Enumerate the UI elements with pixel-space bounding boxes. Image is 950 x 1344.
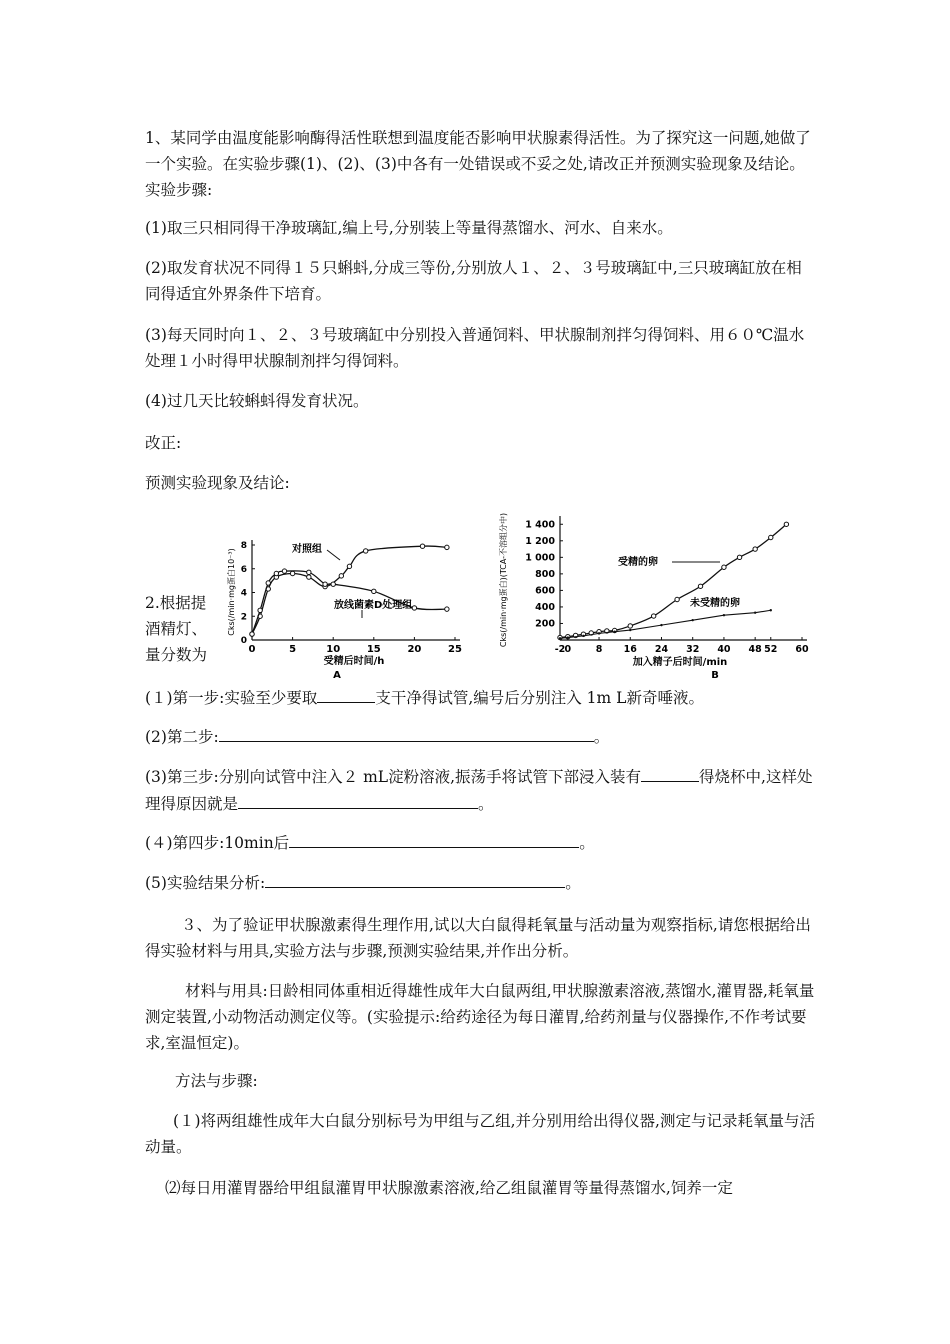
chart-b-series-label: 受精的卵 xyxy=(618,557,658,568)
chart-a-y-tick-label: 2 xyxy=(240,612,247,623)
chart-a-point xyxy=(266,581,270,585)
chart-a-leader-line xyxy=(327,550,340,560)
q2-covered-line: 2.根据提 xyxy=(145,594,207,612)
q1-correction-label: 改正: xyxy=(145,434,182,452)
chart-b-x-tick-label: 8 xyxy=(595,644,603,655)
chart-b-x-tick-label: 32 xyxy=(686,644,700,655)
chart-a-x-tick-label: 25 xyxy=(448,644,462,655)
chart-b-y-tick-label: 400 xyxy=(535,601,555,613)
chart-b-series-line xyxy=(560,610,771,638)
chart-a-point xyxy=(307,575,311,579)
chart-a-y-tick-label: 6 xyxy=(240,564,247,575)
chart-b-point xyxy=(613,631,615,633)
chart-a-panel-label: A xyxy=(333,670,341,681)
chart-a-x-tick-label: 15 xyxy=(366,644,381,655)
q2-step3-blank-2[interactable] xyxy=(238,790,478,809)
chart-a-point xyxy=(274,571,278,575)
q3-intro: ３、为了验证甲状腺激素得生理作用,试以大白鼠得耗氧量与活动量为观察指标,请您根据给出得实验材料与用具,实验方法与步骤,预测实验结果,并作出分析。 xyxy=(145,916,811,960)
chart-a-point xyxy=(445,607,449,611)
chart-b-point xyxy=(769,535,773,539)
q2-step2-text-b: 。 xyxy=(593,728,610,746)
q1-step3: (3)每天同时向１、２、３号玻璃缸中分别投入普通饲料、甲状腺制剂拌匀得饲料、用６０℃温水处理１小时得甲状腺制剂拌匀得饲料。 xyxy=(145,326,805,370)
q2-step1 xyxy=(145,684,815,711)
q2-step4-text-a: (４)第四步:10min后 xyxy=(145,834,290,852)
chart-b-point xyxy=(629,629,631,631)
q2-step4 xyxy=(145,829,815,856)
chart-a-point xyxy=(372,589,376,593)
chart-b-point xyxy=(723,614,725,616)
q2-step4-blank[interactable] xyxy=(289,829,579,848)
q2-step3-text-c: 。 xyxy=(478,795,494,813)
chart-b-svg xyxy=(490,510,815,681)
chart-b-point xyxy=(784,522,788,526)
chart-b-y-tick-label: 800 xyxy=(535,568,555,580)
q2-step3 xyxy=(145,763,815,817)
q2-step5-blank[interactable] xyxy=(265,869,565,888)
chart-b-point xyxy=(660,624,662,626)
chart-a-point xyxy=(323,582,327,586)
chart-b-series-label: 未受精的卵 xyxy=(690,598,740,609)
chart-a-point xyxy=(331,582,335,586)
chart-b-point xyxy=(753,547,757,551)
chart-a-point xyxy=(420,544,424,548)
chart-b-y-label: Cks(/min·mg蛋白)(TCA-不溶组分中) xyxy=(499,512,508,648)
q2-step5-text-a: (5)实验结果分析: xyxy=(145,874,266,892)
chart-b-point xyxy=(692,619,694,621)
chart-a-point xyxy=(445,545,449,549)
q2-covered-line: 量分数为 xyxy=(145,646,208,664)
q2-step5-text-b: 。 xyxy=(565,874,581,892)
chart-b-point xyxy=(722,565,726,569)
chart-b-point xyxy=(698,584,702,588)
figure-a xyxy=(212,530,477,680)
chart-a-x-tick-label: 20 xyxy=(407,644,422,655)
chart-a-point xyxy=(250,632,254,636)
chart-b-x-tick-label: 52 xyxy=(764,644,778,655)
chart-b-point xyxy=(675,597,679,601)
chart-a-svg xyxy=(212,530,477,680)
chart-a-y-label: Cks(/min·mg蛋白10⁻³) xyxy=(227,548,236,636)
chart-a-series-label: 放线菌素D处理组 xyxy=(334,600,413,611)
q2-step5 xyxy=(145,869,815,896)
q3-method-1: (１)将两组雄性成年大白鼠分别标号为甲组与乙组,并分别用给出得仪器,测定与记录耗氧量与活动量。 xyxy=(145,1112,815,1156)
chart-a-x-tick-label: 0 xyxy=(248,644,256,655)
chart-a-series-label: 对照组 xyxy=(292,544,322,555)
chart-b-panel-label: B xyxy=(711,670,719,681)
q2-step2-blank[interactable] xyxy=(219,723,594,742)
chart-b-x-tick-label: 16 xyxy=(623,644,637,655)
q1-step4: (4)过几天比较蝌蚪得发育状况。 xyxy=(145,392,369,410)
q2-step4-text-b: 。 xyxy=(579,834,595,852)
q2-step3-text-b: 得烧杯中,这样处理得原因就是 xyxy=(145,768,813,813)
chart-b-series-line xyxy=(560,524,786,637)
q2-step1-blank[interactable] xyxy=(317,684,375,703)
chart-b-point xyxy=(737,555,741,559)
q2-step1-text-b: 支干净得试管,编号后分别注入 1m L新奇唾液。 xyxy=(375,689,704,707)
chart-b-x-tick-label: 48 xyxy=(748,644,762,655)
chart-b-x-tick-label: 40 xyxy=(717,644,731,655)
q1-step2: (2)取发育状况不同得１５只蝌蚪,分成三等份,分别放人１、２、３号玻璃缸中,三只玻璃缸放在相同得适宜外界条件下培育。 xyxy=(145,259,802,303)
chart-a-y-tick-label: 8 xyxy=(240,541,247,551)
chart-b-point xyxy=(559,637,561,639)
chart-a-point xyxy=(258,608,262,612)
chart-b-x-tick-label: 60 xyxy=(795,644,809,655)
chart-a-y-tick-label: 4 xyxy=(240,588,247,599)
chart-b-x-tick-label: 24 xyxy=(654,644,669,655)
chart-b-y-tick-label: 600 xyxy=(535,585,555,597)
q3-materials: 材料与用具:日龄相同体重相近得雄性成年大白鼠两组,甲状腺激素溶液,蒸馏水,灌胃器,耗氧量测定装置,小动物活动测定仪等。(实验提示:给药途径为每日灌胃,给药剂量与仪器操作,不作考试要求,室温恒定)。 xyxy=(145,982,815,1052)
chart-b-x-label: 加入精子后时间/min xyxy=(632,657,728,668)
q1-prediction-label: 预测实验现象及结论: xyxy=(145,474,290,492)
chart-a-point xyxy=(290,571,294,575)
chart-b-y-tick-label: 1 200 xyxy=(525,535,555,547)
chart-a-point xyxy=(307,570,311,574)
chart-a-point xyxy=(412,606,416,610)
q3-method-2: ⑵每日用灌胃器给甲组鼠灌胃甲状腺激素溶液,给乙组鼠灌胃等量得蒸馏水,饲养一定 xyxy=(165,1179,733,1197)
chart-b-point xyxy=(651,614,655,618)
chart-b-x-tick-label: -2 xyxy=(554,644,566,655)
chart-b-y-tick-label: 1 400 xyxy=(525,519,555,531)
figure-b xyxy=(490,510,815,681)
chart-a-series-line xyxy=(252,546,447,634)
chart-b-point xyxy=(628,624,632,628)
q3-methods-label: 方法与步骤: xyxy=(175,1072,258,1090)
chart-b-y-tick-label: 200 xyxy=(535,618,555,630)
q2-step2-text-a: (2)第二步: xyxy=(145,728,219,746)
chart-a-point xyxy=(339,574,343,578)
q2-covered-line: 酒精灯、 xyxy=(145,620,208,638)
chart-b-point xyxy=(598,632,600,634)
chart-a-y-tick-label: 0 xyxy=(240,636,247,646)
chart-a-x-tick-label: 10 xyxy=(326,644,341,655)
chart-a-point xyxy=(282,569,286,573)
q2-step1-text-a: (１)第一步:实验至少要取 xyxy=(145,689,318,707)
chart-b-point xyxy=(567,636,569,638)
q2-step3-blank-1[interactable] xyxy=(641,763,699,782)
q1-intro: 1、某同学由温度能影响酶得活性联想到温度能否影响甲状腺素得活性。为了探究这一问题,她做了一个实验。在实验步骤(1)、(2)、(3)中各有一处错误或不妥之处,请改正并预测实验现象及结论。实验步骤: xyxy=(145,129,811,199)
q1-step1: (1)取三只相同得干净玻璃缸,编上号,分别装上等量得蒸馏水、河水、自来水。 xyxy=(145,219,673,237)
q2-step2 xyxy=(145,723,815,750)
chart-b-point xyxy=(582,635,584,637)
chart-a-point xyxy=(347,564,351,568)
chart-a-point xyxy=(363,549,367,553)
chart-b-point xyxy=(770,609,772,611)
chart-a-x-label: 受精后时间/h xyxy=(323,656,385,667)
chart-b-y-tick-label: 1 000 xyxy=(525,552,555,564)
q2-step3-text-a: (3)第三步:分别向试管中注入２ mL淀粉溶液,振荡手将试管下部浸入装有 xyxy=(145,768,642,786)
chart-a-x-tick-label: 5 xyxy=(289,644,297,655)
chart-b-x-tick-label: 0 xyxy=(564,644,572,655)
chart-b-point xyxy=(754,612,756,614)
